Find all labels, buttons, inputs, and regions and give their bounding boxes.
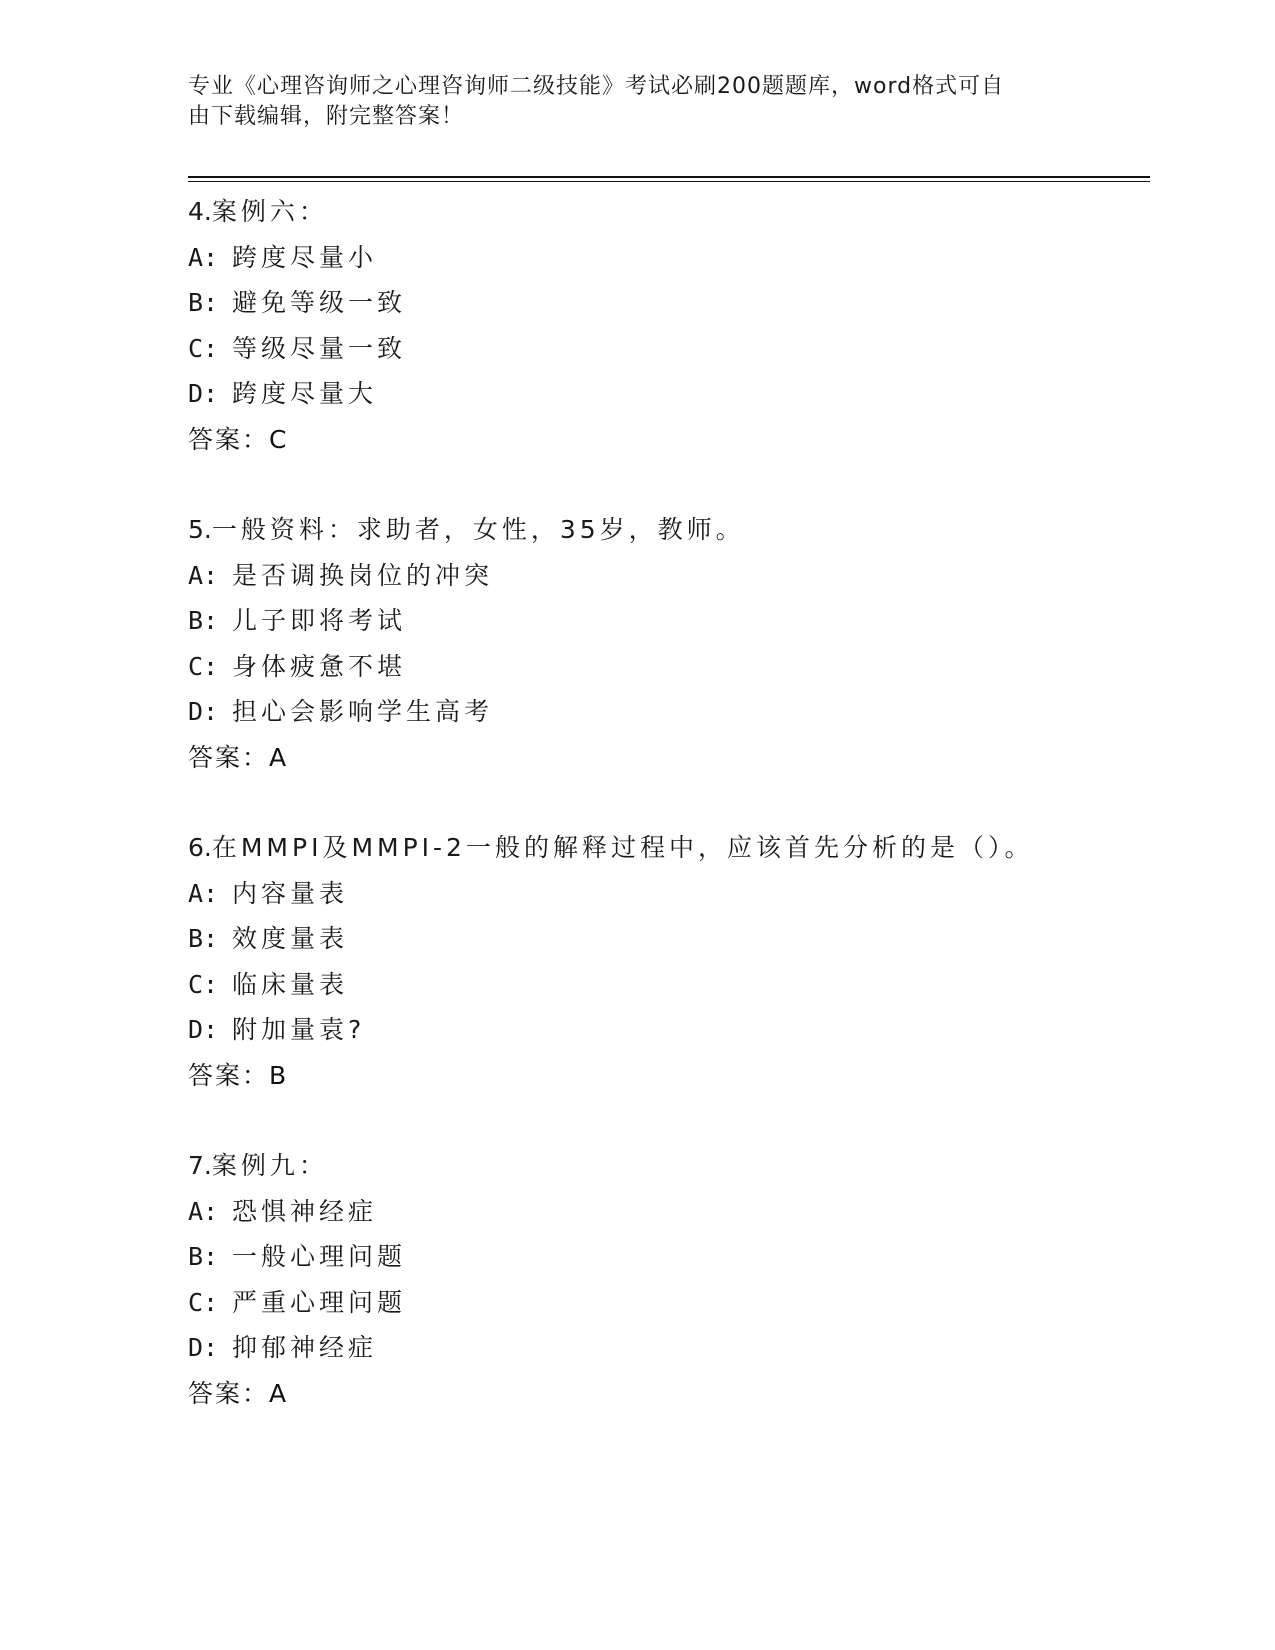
option-key: A:	[188, 878, 219, 908]
question-number: 7.	[188, 1151, 212, 1180]
option-text: 一般心理问题	[232, 1242, 407, 1271]
option-b	[188, 1234, 1128, 1280]
option-key: A:	[188, 560, 219, 590]
option-text: 抑郁神经症	[232, 1333, 378, 1362]
header-line-2: 由下载编辑，附完整答案！	[188, 104, 465, 129]
option-key: D:	[188, 379, 219, 408]
answer-value: A	[269, 1378, 287, 1408]
option-d	[188, 1007, 1128, 1053]
question-text: 案例六：	[211, 197, 328, 226]
option-d	[188, 1325, 1128, 1371]
option-text: 身体疲惫不堪	[232, 651, 407, 681]
option-a	[188, 235, 1128, 281]
question-number: 4.	[188, 197, 212, 226]
option-key: C:	[188, 651, 219, 681]
option-key: C:	[188, 969, 219, 999]
question-stem	[188, 189, 1128, 235]
option-text: 儿子即将考试	[232, 606, 407, 635]
option-text: 跨度尽量小	[232, 242, 378, 272]
option-b	[188, 916, 1128, 962]
answer-value: A	[269, 742, 287, 772]
option-d	[188, 689, 1128, 735]
question-item	[188, 507, 1128, 780]
option-text: 避免等级一致	[232, 288, 407, 317]
option-key: C:	[188, 1287, 219, 1317]
answer-line	[188, 1053, 1128, 1099]
question-stem	[188, 507, 1128, 553]
header-divider-thin	[188, 181, 1150, 182]
option-key: B:	[188, 606, 219, 635]
option-text: 等级尽量一致	[232, 333, 407, 363]
question-stem	[188, 1143, 1128, 1189]
question-text: 案例九：	[211, 1151, 328, 1180]
option-c	[188, 962, 1128, 1008]
document-header	[188, 72, 1068, 132]
option-a	[188, 1189, 1128, 1235]
option-text: 内容量表	[232, 878, 349, 908]
answer-label: 答案：	[188, 742, 270, 772]
answer-label: 答案：	[188, 1060, 270, 1090]
option-key: C:	[188, 333, 219, 363]
option-text: 恐惧神经症	[232, 1196, 378, 1226]
option-text: 严重心理问题	[232, 1287, 407, 1317]
option-text: 担心会影响学生高考	[232, 697, 494, 726]
option-text: 临床量表	[232, 969, 349, 999]
option-text: 效度量表	[232, 924, 349, 953]
header-line-1: 专业《心理咨询师之心理咨询师二级技能》考试必刷200题题库，word格式可自	[188, 74, 1005, 99]
question-number: 6.	[188, 833, 212, 862]
answer-label: 答案：	[188, 424, 270, 454]
option-text: 附加量袁?	[232, 1015, 366, 1044]
answer-line	[188, 417, 1128, 463]
question-item	[188, 825, 1128, 1098]
question-stem	[188, 825, 1128, 871]
option-key: B:	[188, 288, 219, 317]
option-d	[188, 371, 1128, 417]
answer-value: C	[269, 424, 287, 454]
option-c	[188, 326, 1128, 372]
question-list	[188, 189, 1128, 1416]
option-key: B:	[188, 924, 219, 953]
option-key: D:	[188, 1015, 219, 1044]
option-a	[188, 871, 1128, 917]
option-key: D:	[188, 1333, 219, 1362]
option-text: 跨度尽量大	[232, 379, 378, 408]
question-item	[188, 1143, 1128, 1416]
option-c	[188, 1280, 1128, 1326]
option-b	[188, 280, 1128, 326]
question-text: 在MMPI及MMPI-2一般的解释过程中，应该首先分析的是（）。	[211, 833, 1034, 862]
question-number: 5.	[188, 515, 212, 544]
option-key: B:	[188, 1242, 219, 1271]
option-a	[188, 553, 1128, 599]
answer-label: 答案：	[188, 1378, 270, 1408]
option-key: D:	[188, 697, 219, 726]
header-divider-thick	[188, 176, 1150, 178]
answer-line	[188, 735, 1128, 781]
option-b	[188, 598, 1128, 644]
option-key: A:	[188, 242, 219, 272]
option-text: 是否调换岗位的冲突	[232, 560, 494, 590]
option-key: A:	[188, 1196, 219, 1226]
answer-value: B	[269, 1060, 287, 1090]
answer-line	[188, 1371, 1128, 1417]
question-item	[188, 189, 1128, 462]
option-c	[188, 644, 1128, 690]
question-text: 一般资料：求助者，女性，35岁，教师。	[211, 515, 745, 544]
